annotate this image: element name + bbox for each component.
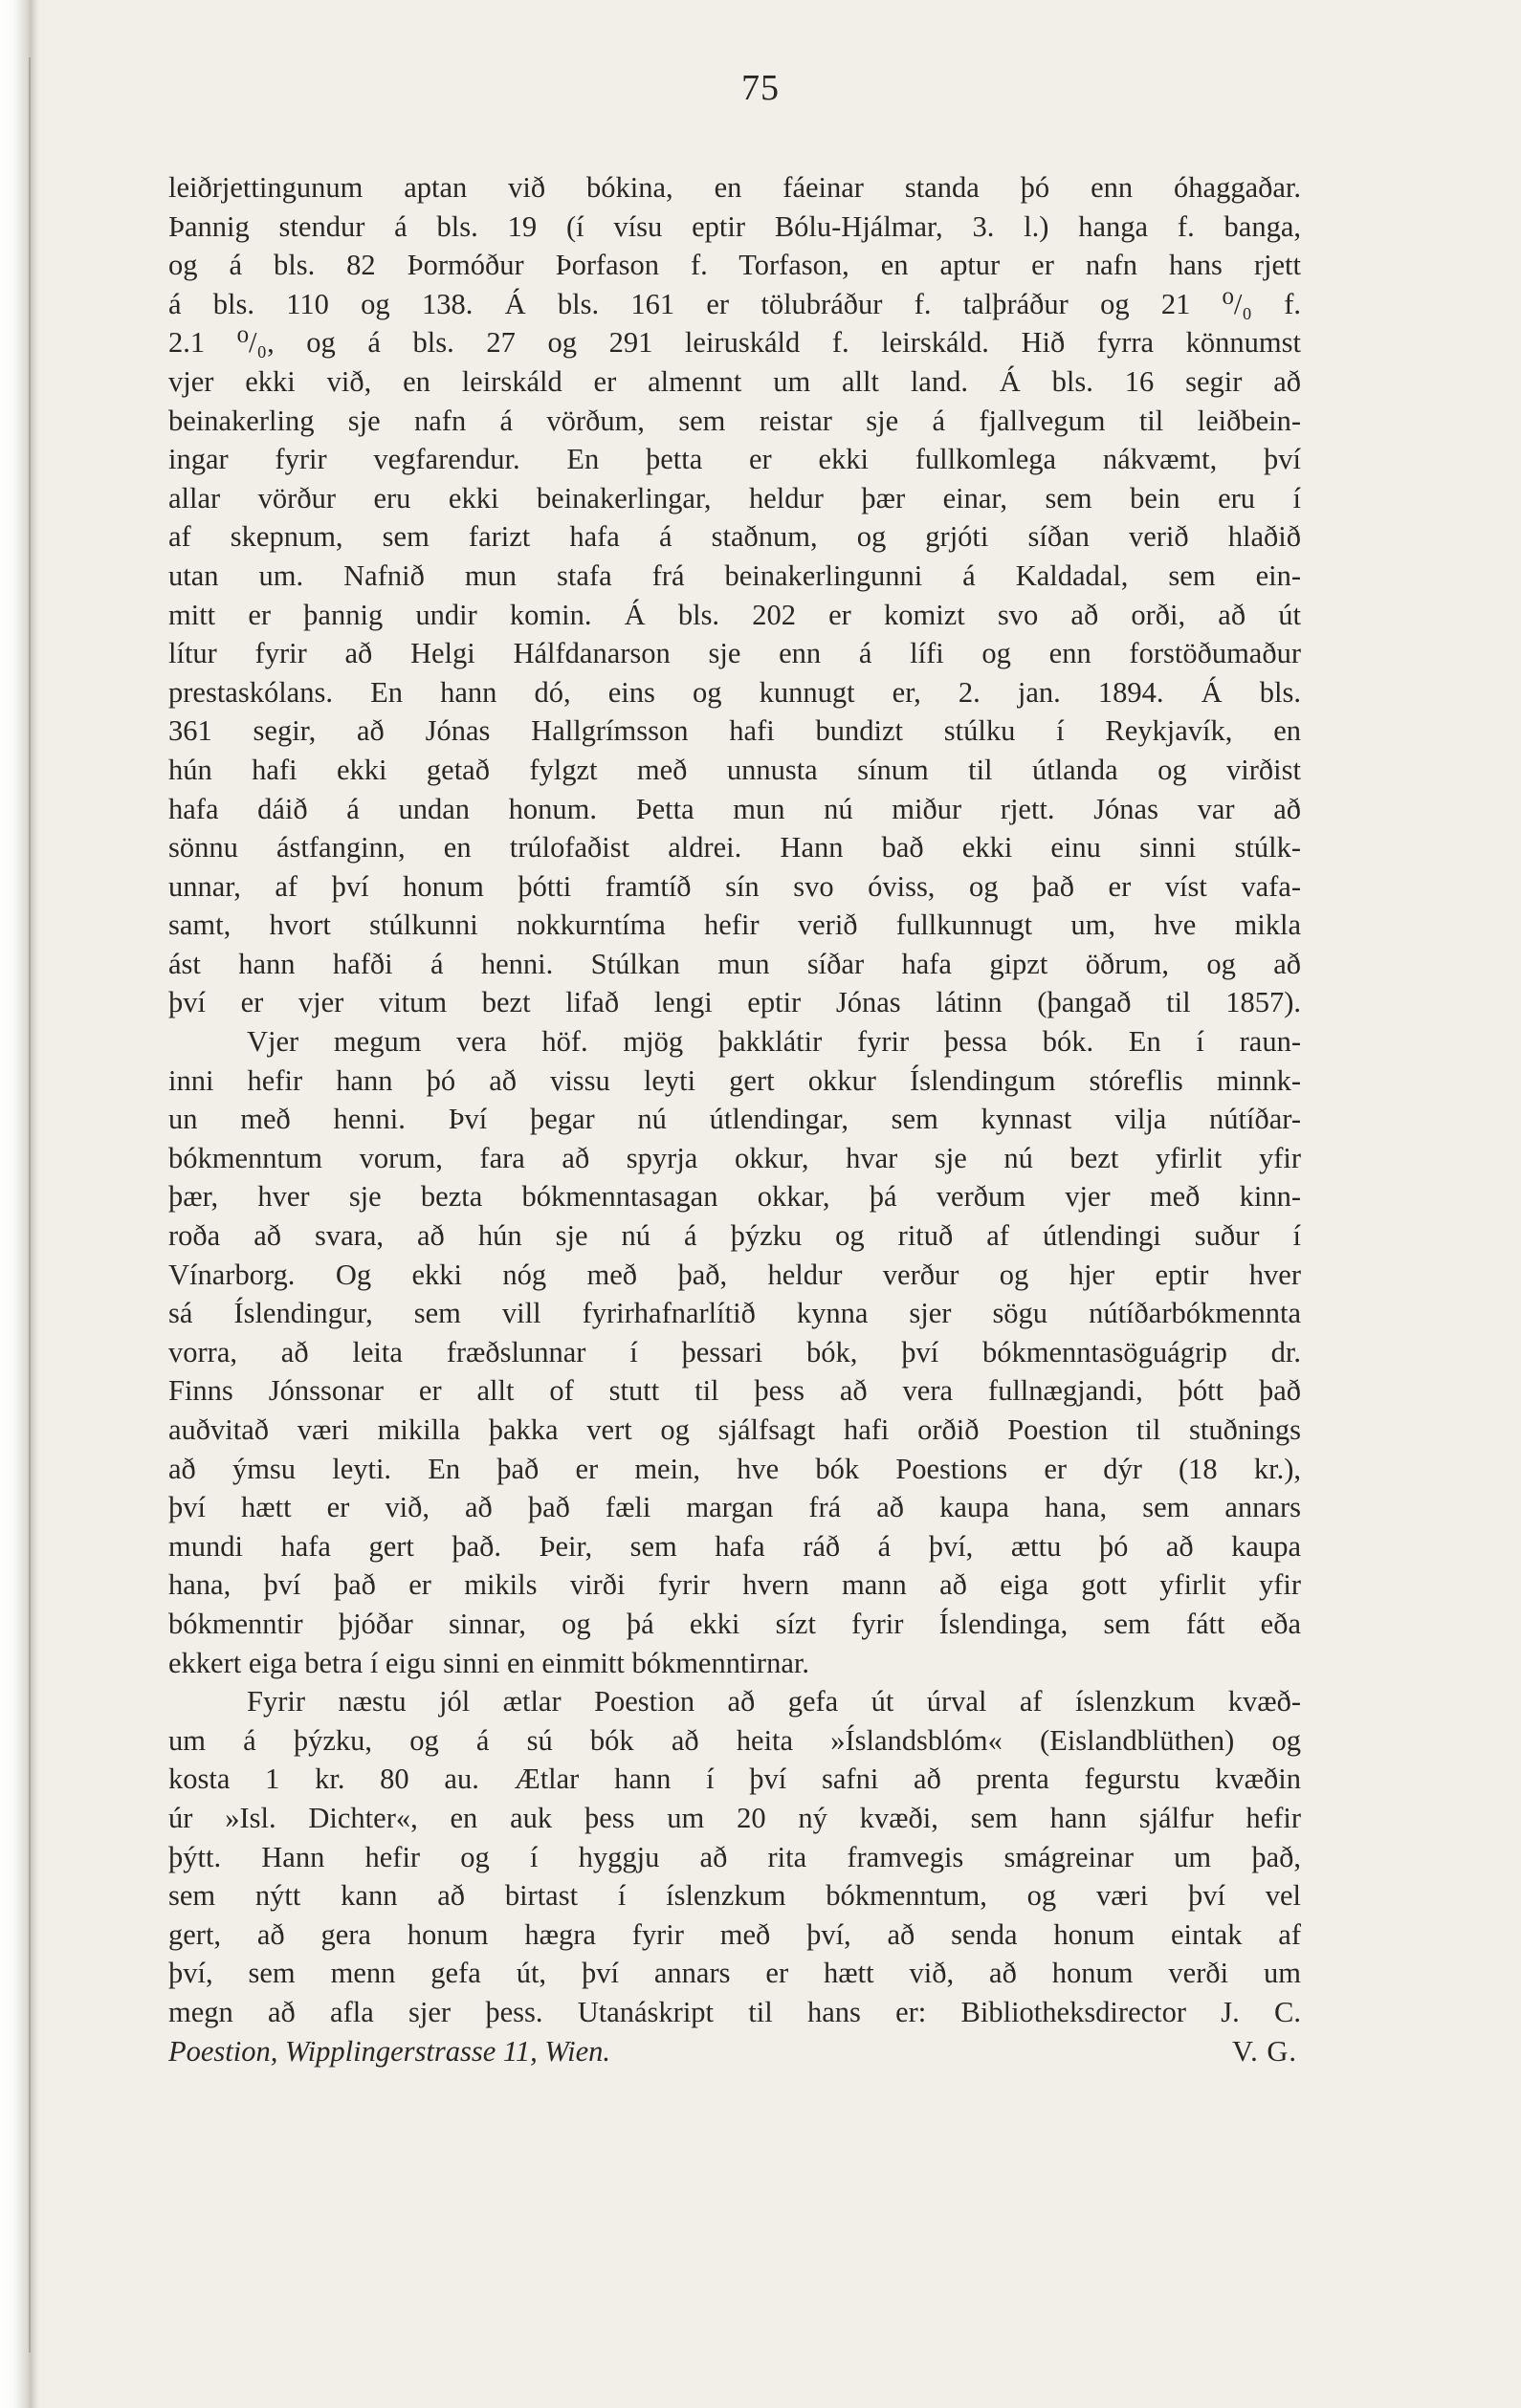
text-line: úr »Isl. Dichter«, en auk þess um 20 ný kvæði, sem hann sjálfur hefir xyxy=(168,1801,1301,1834)
address-text: Poestion, Wipplingerstrasse 11, Wien. xyxy=(168,2034,610,2068)
text-line: inni hefir hann þó að vissu leyti gert okkur Íslendingum stóreflis minnk- xyxy=(168,1063,1301,1097)
body-text xyxy=(168,168,1301,2070)
text-line: utan um. Nafnið mun stafa frá beinakerlingunni á Kaldadal, sem ein- xyxy=(168,558,1301,592)
text-line: kosta 1 kr. 80 au. Ætlar hann í því safni að prenta fegurstu kvæðin xyxy=(168,1762,1301,1796)
binding-line xyxy=(29,57,31,2353)
text-line: sönnu ástfanginn, en trúlofaðist aldrei. Hann bað ekki einu sinni stúlk- xyxy=(168,831,1301,865)
text-line: bókmenntum vorum, fara að spyrja okkur, hvar sje nú bezt yfirlit yfir xyxy=(168,1141,1301,1174)
text-line: og á bls. 82 Þormóður Þorfason f. Torfason, en aptur er nafn hans rjett xyxy=(168,249,1301,282)
paragraph-start-line: Vjer megum vera höf. mjög þakklátir fyrir þessa bók. En í raun- xyxy=(247,1025,1301,1059)
signature-line xyxy=(168,2032,1301,2071)
text-line: megn að afla sjer þess. Utanáskript til hans er: Bibliotheksdirector J. C. xyxy=(168,1995,1301,2028)
text-line: auðvitað væri mikilla þakka vert og sjálfsagt hafi orðið Poestion til stuðnings xyxy=(168,1413,1301,1446)
text-line: því hætt er við, að það fæli margan frá að kaupa hana, sem annars xyxy=(168,1491,1301,1524)
author-signature: V. G. xyxy=(1232,2034,1297,2068)
text-line: þýtt. Hann hefir og í hyggju að rita framvegis smágreinar um það, xyxy=(168,1840,1301,1873)
text-line: af skepnum, sem farizt hafa á staðnum, og grjóti síðan verið hlaðið xyxy=(168,520,1301,554)
binding-edge xyxy=(0,0,40,2408)
text-line: samt, hvort stúlkunni nokkurntíma hefir verið fullkunnugt um, hve mikla xyxy=(168,908,1301,942)
text-line: prestaskólans. En hann dó, eins og kunnugt er, 2. jan. 1894. Á bls. xyxy=(168,675,1301,709)
paragraph-end-line: ekkert eiga betra í eigu sinni en einmitt bókmenntirnar. xyxy=(168,1646,809,1679)
text-line: þær, hver sje bezta bókmenntasagan okkar, þá verðum vjer með kinn- xyxy=(168,1180,1301,1214)
text-line: unnar, af því honum þótti framtíð sín svo óviss, og það er víst vafa- xyxy=(168,869,1301,903)
text-line: Vínarborg. Og ekki nóg með það, heldur verður og hjer eptir hver xyxy=(168,1258,1301,1291)
text-line: því er vjer vitum bezt lifað lengi eptir Jónas látinn (þangað til 1857). xyxy=(168,986,1301,1019)
text-line: bókmenntir þjóðar sinnar, og þá ekki sízt fyrir Íslendinga, sem fátt eða xyxy=(168,1607,1301,1640)
text-line: un með henni. Því þegar nú útlendingar, sem kynnast vilja nútíðar- xyxy=(168,1103,1301,1136)
text-line: gert, að gera honum hægra fyrir með því, að senda honum eintak af xyxy=(168,1917,1301,1951)
paragraph-start-line: Fyrir næstu jól ætlar Poestion að gefa út úrval af íslenzkum kvæð- xyxy=(247,1685,1301,1718)
text-line: á bls. 110 og 138. Á bls. 161 er tölubráður f. talþráður og 21 ⁰/₀ f. xyxy=(168,287,1301,320)
text-line: Þannig stendur á bls. 19 (í vísu eptir Bólu-Hjálmar, 3. l.) hanga f. banga, xyxy=(168,209,1301,243)
text-line: leiðrjettingunum aptan við bókina, en fáeinar standa þó enn óhaggaðar. xyxy=(168,171,1301,204)
text-line: vjer ekki við, en leirskáld er almennt um allt land. Á bls. 16 segir að xyxy=(168,364,1301,398)
page-number: 75 xyxy=(741,68,780,108)
text-line: ingar fyrir vegfarendur. En þetta er ekki fullkomlega nákvæmt, því xyxy=(168,443,1301,476)
text-line: hafa dáið á undan honum. Þetta mun nú miður rjett. Jónas var að xyxy=(168,792,1301,825)
text-line: allar vörður eru ekki beinakerlingar, heldur þær einar, sem bein eru í xyxy=(168,481,1301,514)
text-line: roða að svara, að hún sje nú á þýzku og rituð af útlendingi suður í xyxy=(168,1219,1301,1253)
text-line: mundi hafa gert það. Þeir, sem hafa ráð á því, ættu þó að kaupa xyxy=(168,1529,1301,1563)
text-line: sá Íslendingur, sem vill fyrirhafnarlítið kynna sjer sögu nútíðarbókmennta xyxy=(168,1297,1301,1330)
text-line: vorra, að leita fræðslunnar í þessari bók, því bókmenntasöguágrip dr. xyxy=(168,1335,1301,1368)
text-line: hún hafi ekki getað fylgzt með unnusta sínum til útlanda og virðist xyxy=(168,753,1301,786)
text-line: 2.1 ⁰/₀, og á bls. 27 og 291 leiruskáld f. leirskáld. Hið fyrra könnumst xyxy=(168,326,1301,360)
text-line: um á þýzku, og á sú bók að heita »Íslandsblóm« (Eislandblüthen) og xyxy=(168,1723,1301,1757)
text-line: mitt er þannig undir komin. Á bls. 202 er komizt svo að orði, að út xyxy=(168,598,1301,631)
text-line: ást hann hafði á henni. Stúlkan mun síðar hafa gipzt öðrum, og að xyxy=(168,947,1301,980)
text-line: Finns Jónssonar er allt of stutt til þess að vera fullnægjandi, þótt það xyxy=(168,1374,1301,1408)
text-line: að ýmsu leyti. En það er mein, hve bók Poestions er dýr (18 kr.), xyxy=(168,1452,1301,1485)
text-line: því, sem menn gefa út, því annars er hætt við, að honum verði um xyxy=(168,1957,1301,1990)
text-line: sem nýtt kann að birtast í íslenzkum bókmenntum, og væri því vel xyxy=(168,1879,1301,1913)
text-line: hana, því það er mikils virði fyrir hvern mann að eiga gott yfirlit yfir xyxy=(168,1568,1301,1602)
text-line: beinakerling sje nafn á vörðum, sem reistar sje á fjallvegum til leiðbein- xyxy=(168,404,1301,437)
text-line: 361 segir, að Jónas Hallgrímsson hafi bundizt stúlku í Reykjavík, en xyxy=(168,714,1301,748)
text-line: lítur fyrir að Helgi Hálfdanarson sje enn á lífi og enn forstöðumaður xyxy=(168,637,1301,670)
